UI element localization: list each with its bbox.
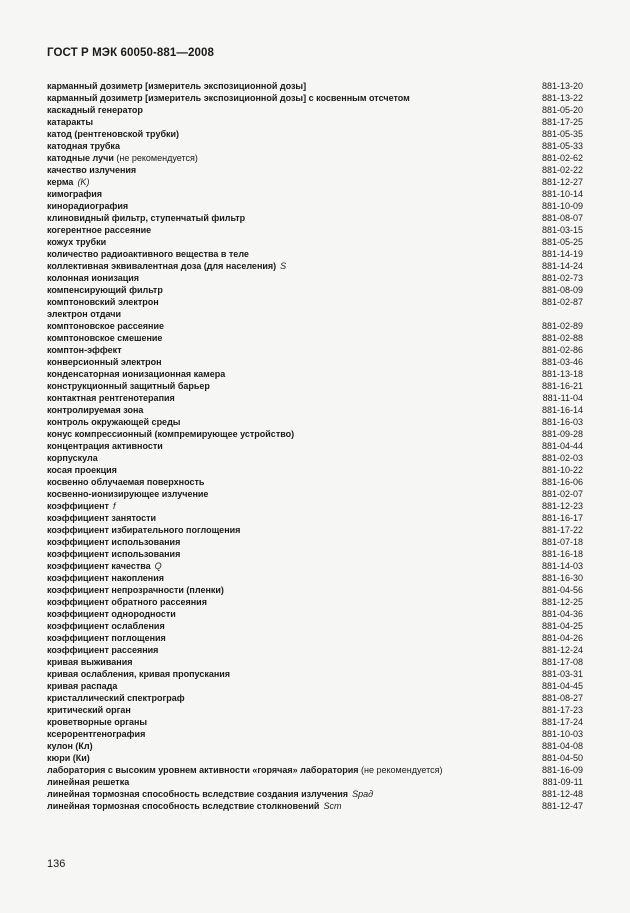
- entry-code: 881-04-26: [541, 633, 583, 643]
- entry-code: 881-11-04: [542, 393, 583, 403]
- entry-term: коэффициент занятости: [47, 513, 157, 523]
- entry-term: коэффициент качества: [47, 561, 151, 571]
- entry-term: качество излучения: [47, 165, 137, 175]
- entry-code: 881-08-07: [541, 213, 583, 223]
- entry-term: коэффициент ослабления: [47, 621, 165, 631]
- entry-code: 881-17-25: [541, 117, 583, 127]
- entry-term: катаракты: [47, 117, 94, 127]
- entry-term: количество радиоактивного вещества в теле: [47, 249, 249, 259]
- entry-code: 881-17-08: [541, 657, 583, 667]
- index-entry: [47, 200, 583, 212]
- entry-term: кожух трубки: [47, 237, 107, 247]
- entry-code: 881-03-15: [541, 225, 583, 235]
- entry-term: когерентное рассеяние: [47, 225, 152, 235]
- entry-term: коэффициент: [47, 501, 109, 511]
- entry-term: конструкционный защитный барьер: [47, 381, 210, 391]
- index-entry: [47, 656, 583, 668]
- index-entry: [47, 296, 583, 308]
- index-entry: [47, 680, 583, 692]
- index-entry: [47, 392, 583, 404]
- index-entry: [47, 308, 583, 320]
- entry-code: 881-09-11: [542, 777, 583, 787]
- index-entry: [47, 452, 583, 464]
- entry-code: 881-17-23: [541, 705, 583, 715]
- entry-code: 881-16-14: [541, 405, 583, 415]
- entry-code: 881-13-18: [541, 369, 583, 379]
- entry-code: 881-08-09: [541, 285, 583, 295]
- entry-term: кюри (Ки): [47, 753, 90, 763]
- index-entry: [47, 416, 583, 428]
- index-entry: [47, 188, 583, 200]
- entry-symbol: Sрад: [352, 789, 374, 799]
- index-entry: [47, 620, 583, 632]
- entry-term: кривая выживания: [47, 657, 133, 667]
- index-entry: [47, 248, 583, 260]
- entry-term: комптоновский электрон: [47, 297, 159, 307]
- index-entry: [47, 608, 583, 620]
- entry-term: кимография: [47, 189, 102, 199]
- index-entry: [47, 224, 583, 236]
- index-entry: [47, 776, 583, 788]
- index-entry: [47, 380, 583, 392]
- entry-term: косвенно-ионизирующее излучение: [47, 489, 209, 499]
- index-entry: [47, 104, 583, 116]
- entry-code: 881-04-56: [541, 585, 583, 595]
- entry-code: 881-10-03: [541, 729, 583, 739]
- entry-symbol: Sст: [323, 801, 342, 811]
- entry-term: коэффициент накопления: [47, 573, 165, 583]
- entry-code: 881-12-25: [541, 597, 583, 607]
- entry-term: линейная тормозная способность вследствие столкновений: [47, 801, 320, 811]
- entry-code: 881-08-27: [541, 693, 583, 703]
- index-entry: [47, 596, 583, 608]
- index-entry: [47, 764, 583, 776]
- index-entry: [47, 476, 583, 488]
- index-entry: [47, 164, 583, 176]
- entry-code: 881-05-25: [541, 237, 583, 247]
- entry-term: карманный дозиметр [измеритель экспозиционной дозы] с косвенным отсчетом: [47, 93, 410, 103]
- entry-term: комптоновское рассеяние: [47, 321, 165, 331]
- entry-code: 881-03-46: [541, 357, 583, 367]
- index-entry: [47, 740, 583, 752]
- index-entry: [47, 728, 583, 740]
- entry-code: 881-13-20: [541, 81, 583, 91]
- entry-term: кривая распада: [47, 681, 118, 691]
- index-entry: [47, 548, 583, 560]
- entry-term: линейная тормозная способность вследствие создания излучения: [47, 789, 349, 799]
- index-entry: [47, 560, 583, 572]
- entry-symbol: (K): [77, 177, 90, 187]
- index-entry: [47, 80, 583, 92]
- entry-code: 881-05-33: [541, 141, 583, 151]
- entry-term: клиновидный фильтр, ступенчатый фильтр: [47, 213, 246, 223]
- entry-code: 881-10-14: [541, 189, 583, 199]
- entry-term: комптон-эффект: [47, 345, 122, 355]
- entry-term: коэффициент рассеяния: [47, 645, 159, 655]
- entry-code: 881-17-22: [541, 525, 583, 535]
- entry-symbol: f: [112, 501, 116, 511]
- entry-code: 881-04-50: [541, 753, 583, 763]
- entry-code: 881-16-17: [541, 513, 583, 523]
- index-entry: [47, 692, 583, 704]
- index-entry: [47, 632, 583, 644]
- entry-term: контролируемая зона: [47, 405, 144, 415]
- entry-term: катодная трубка: [47, 141, 120, 151]
- entry-term: коллективная эквивалентная доза (для населения): [47, 261, 277, 271]
- entry-term: концентрация активности: [47, 441, 163, 451]
- entry-code: 881-02-86: [541, 345, 583, 355]
- index-entry: [47, 512, 583, 524]
- entry-code: 881-03-31: [541, 669, 583, 679]
- index-entry: [47, 140, 583, 152]
- entry-term: коэффициент использования: [47, 537, 181, 547]
- index-entry: [47, 368, 583, 380]
- entry-code: 881-12-24: [541, 645, 583, 655]
- entry-code: 881-12-47: [541, 801, 583, 811]
- entry-term: коэффициент избирательного поглощения: [47, 525, 241, 535]
- entry-code: 881-16-21: [541, 381, 583, 391]
- index-entry: [47, 176, 583, 188]
- entry-code: 881-16-03: [541, 417, 583, 427]
- entry-code: 881-02-62: [541, 153, 583, 163]
- index-entry: [47, 236, 583, 248]
- entry-term: линейная решетка: [47, 777, 130, 787]
- entry-code: 881-16-30: [541, 573, 583, 583]
- entry-term: коэффициент поглощения: [47, 633, 166, 643]
- entry-code: 881-07-18: [541, 537, 583, 547]
- entry-code: 881-02-73: [541, 273, 583, 283]
- entry-term: колонная ионизация: [47, 273, 140, 283]
- index-entry: [47, 284, 583, 296]
- index-entry: [47, 536, 583, 548]
- entry-term: компенсирующий фильтр: [47, 285, 163, 295]
- entry-term: катодные лучи: [47, 153, 114, 163]
- index-entry: [47, 260, 583, 272]
- index-entry: [47, 332, 583, 344]
- index-entry: [47, 272, 583, 284]
- entry-term: ксерорентгенография: [47, 729, 146, 739]
- index-entry: [47, 788, 583, 800]
- page-number: 136: [47, 858, 66, 870]
- index-entry: [47, 404, 583, 416]
- entry-code: 881-02-07: [541, 489, 583, 499]
- entry-term: коэффициент обратного рассеяния: [47, 597, 207, 607]
- entry-term: контроль окружающей среды: [47, 417, 181, 427]
- entry-term: корпускула: [47, 453, 98, 463]
- entry-code: 881-17-24: [541, 717, 583, 727]
- entry-term: керма: [47, 177, 74, 187]
- index-entry: [47, 356, 583, 368]
- entry-code: 881-04-25: [541, 621, 583, 631]
- entry-code: 881-02-03: [541, 453, 583, 463]
- entry-note: (не рекомендуется): [361, 765, 443, 775]
- entry-term: катод (рентгеновской трубки): [47, 129, 180, 139]
- entry-code: 881-04-44: [541, 441, 583, 451]
- entry-code: 881-10-09: [541, 201, 583, 211]
- index-entry: [47, 668, 583, 680]
- entry-term: контактная рентгенотерапия: [47, 393, 175, 403]
- entry-code: 881-09-28: [541, 429, 583, 439]
- entry-term: коэффициент однородности: [47, 609, 176, 619]
- term-index-list: [47, 80, 583, 812]
- index-entry: [47, 344, 583, 356]
- entry-code: 881-02-88: [541, 333, 583, 343]
- entry-term: каскадный генератор: [47, 105, 143, 115]
- entry-note: (не рекомендуется): [116, 153, 198, 163]
- entry-code: 881-12-23: [541, 501, 583, 511]
- entry-code: 881-02-22: [541, 165, 583, 175]
- entry-term: косая проекция: [47, 465, 117, 475]
- index-entry: [47, 152, 583, 164]
- entry-code: 881-16-06: [541, 477, 583, 487]
- index-entry: [47, 92, 583, 104]
- entry-code: 881-02-87: [541, 297, 583, 307]
- entry-code: 881-04-36: [541, 609, 583, 619]
- entry-symbol: Q: [154, 561, 162, 571]
- index-entry: [47, 716, 583, 728]
- entry-term: кинорадиография: [47, 201, 129, 211]
- entry-code: 881-14-03: [541, 561, 583, 571]
- index-entry: [47, 440, 583, 452]
- entry-code: 881-04-45: [541, 681, 583, 691]
- entry-code: 881-10-22: [541, 465, 583, 475]
- index-entry: [47, 500, 583, 512]
- index-entry: [47, 428, 583, 440]
- index-entry: [47, 320, 583, 332]
- entry-term: кулон (Кл): [47, 741, 93, 751]
- entry-term: коэффициент использования: [47, 549, 181, 559]
- entry-term: кроветворные органы: [47, 717, 148, 727]
- entry-term: электрон отдачи: [47, 309, 122, 319]
- entry-term: критический орган: [47, 705, 131, 715]
- index-entry: [47, 800, 583, 812]
- entry-code: 881-14-19: [541, 249, 583, 259]
- entry-term: комптоновское смешение: [47, 333, 163, 343]
- index-entry: [47, 128, 583, 140]
- entry-code: 881-05-20: [541, 105, 583, 115]
- index-entry: [47, 644, 583, 656]
- index-entry: [47, 116, 583, 128]
- index-entry: [47, 584, 583, 596]
- entry-code: 881-04-08: [541, 741, 583, 751]
- index-entry: [47, 572, 583, 584]
- entry-code: 881-16-09: [541, 765, 583, 775]
- entry-code: 881-02-89: [541, 321, 583, 331]
- entry-code: 881-12-48: [541, 789, 583, 799]
- entry-term: косвенно облучаемая поверхность: [47, 477, 205, 487]
- entry-term: конверсионный электрон: [47, 357, 162, 367]
- entry-symbol: S: [280, 261, 287, 271]
- entry-code: 881-05-35: [541, 129, 583, 139]
- index-entry: [47, 704, 583, 716]
- index-entry: [47, 464, 583, 476]
- entry-term: лаборатория с высоким уровнем активности «горячая» лаборатория: [47, 765, 359, 775]
- entry-code: 881-14-24: [541, 261, 583, 271]
- entry-term: коэффициент непрозрачности (пленки): [47, 585, 224, 595]
- entry-term: кристаллический спектрограф: [47, 693, 185, 703]
- entry-code: 881-16-18: [541, 549, 583, 559]
- index-entry: [47, 212, 583, 224]
- index-entry: [47, 488, 583, 500]
- document-header: ГОСТ Р МЭК 60050-881—2008: [47, 47, 214, 59]
- entry-term: конус компрессионный (компремирующее устройство): [47, 429, 295, 439]
- entry-code: 881-12-27: [541, 177, 583, 187]
- index-entry: [47, 752, 583, 764]
- entry-code: 881-13-22: [541, 93, 583, 103]
- index-entry: [47, 524, 583, 536]
- entry-term: кривая ослабления, кривая пропускания: [47, 669, 231, 679]
- entry-term: конденсаторная ионизационная камера: [47, 369, 226, 379]
- entry-term: карманный дозиметр [измеритель экспозиционной дозы]: [47, 81, 307, 91]
